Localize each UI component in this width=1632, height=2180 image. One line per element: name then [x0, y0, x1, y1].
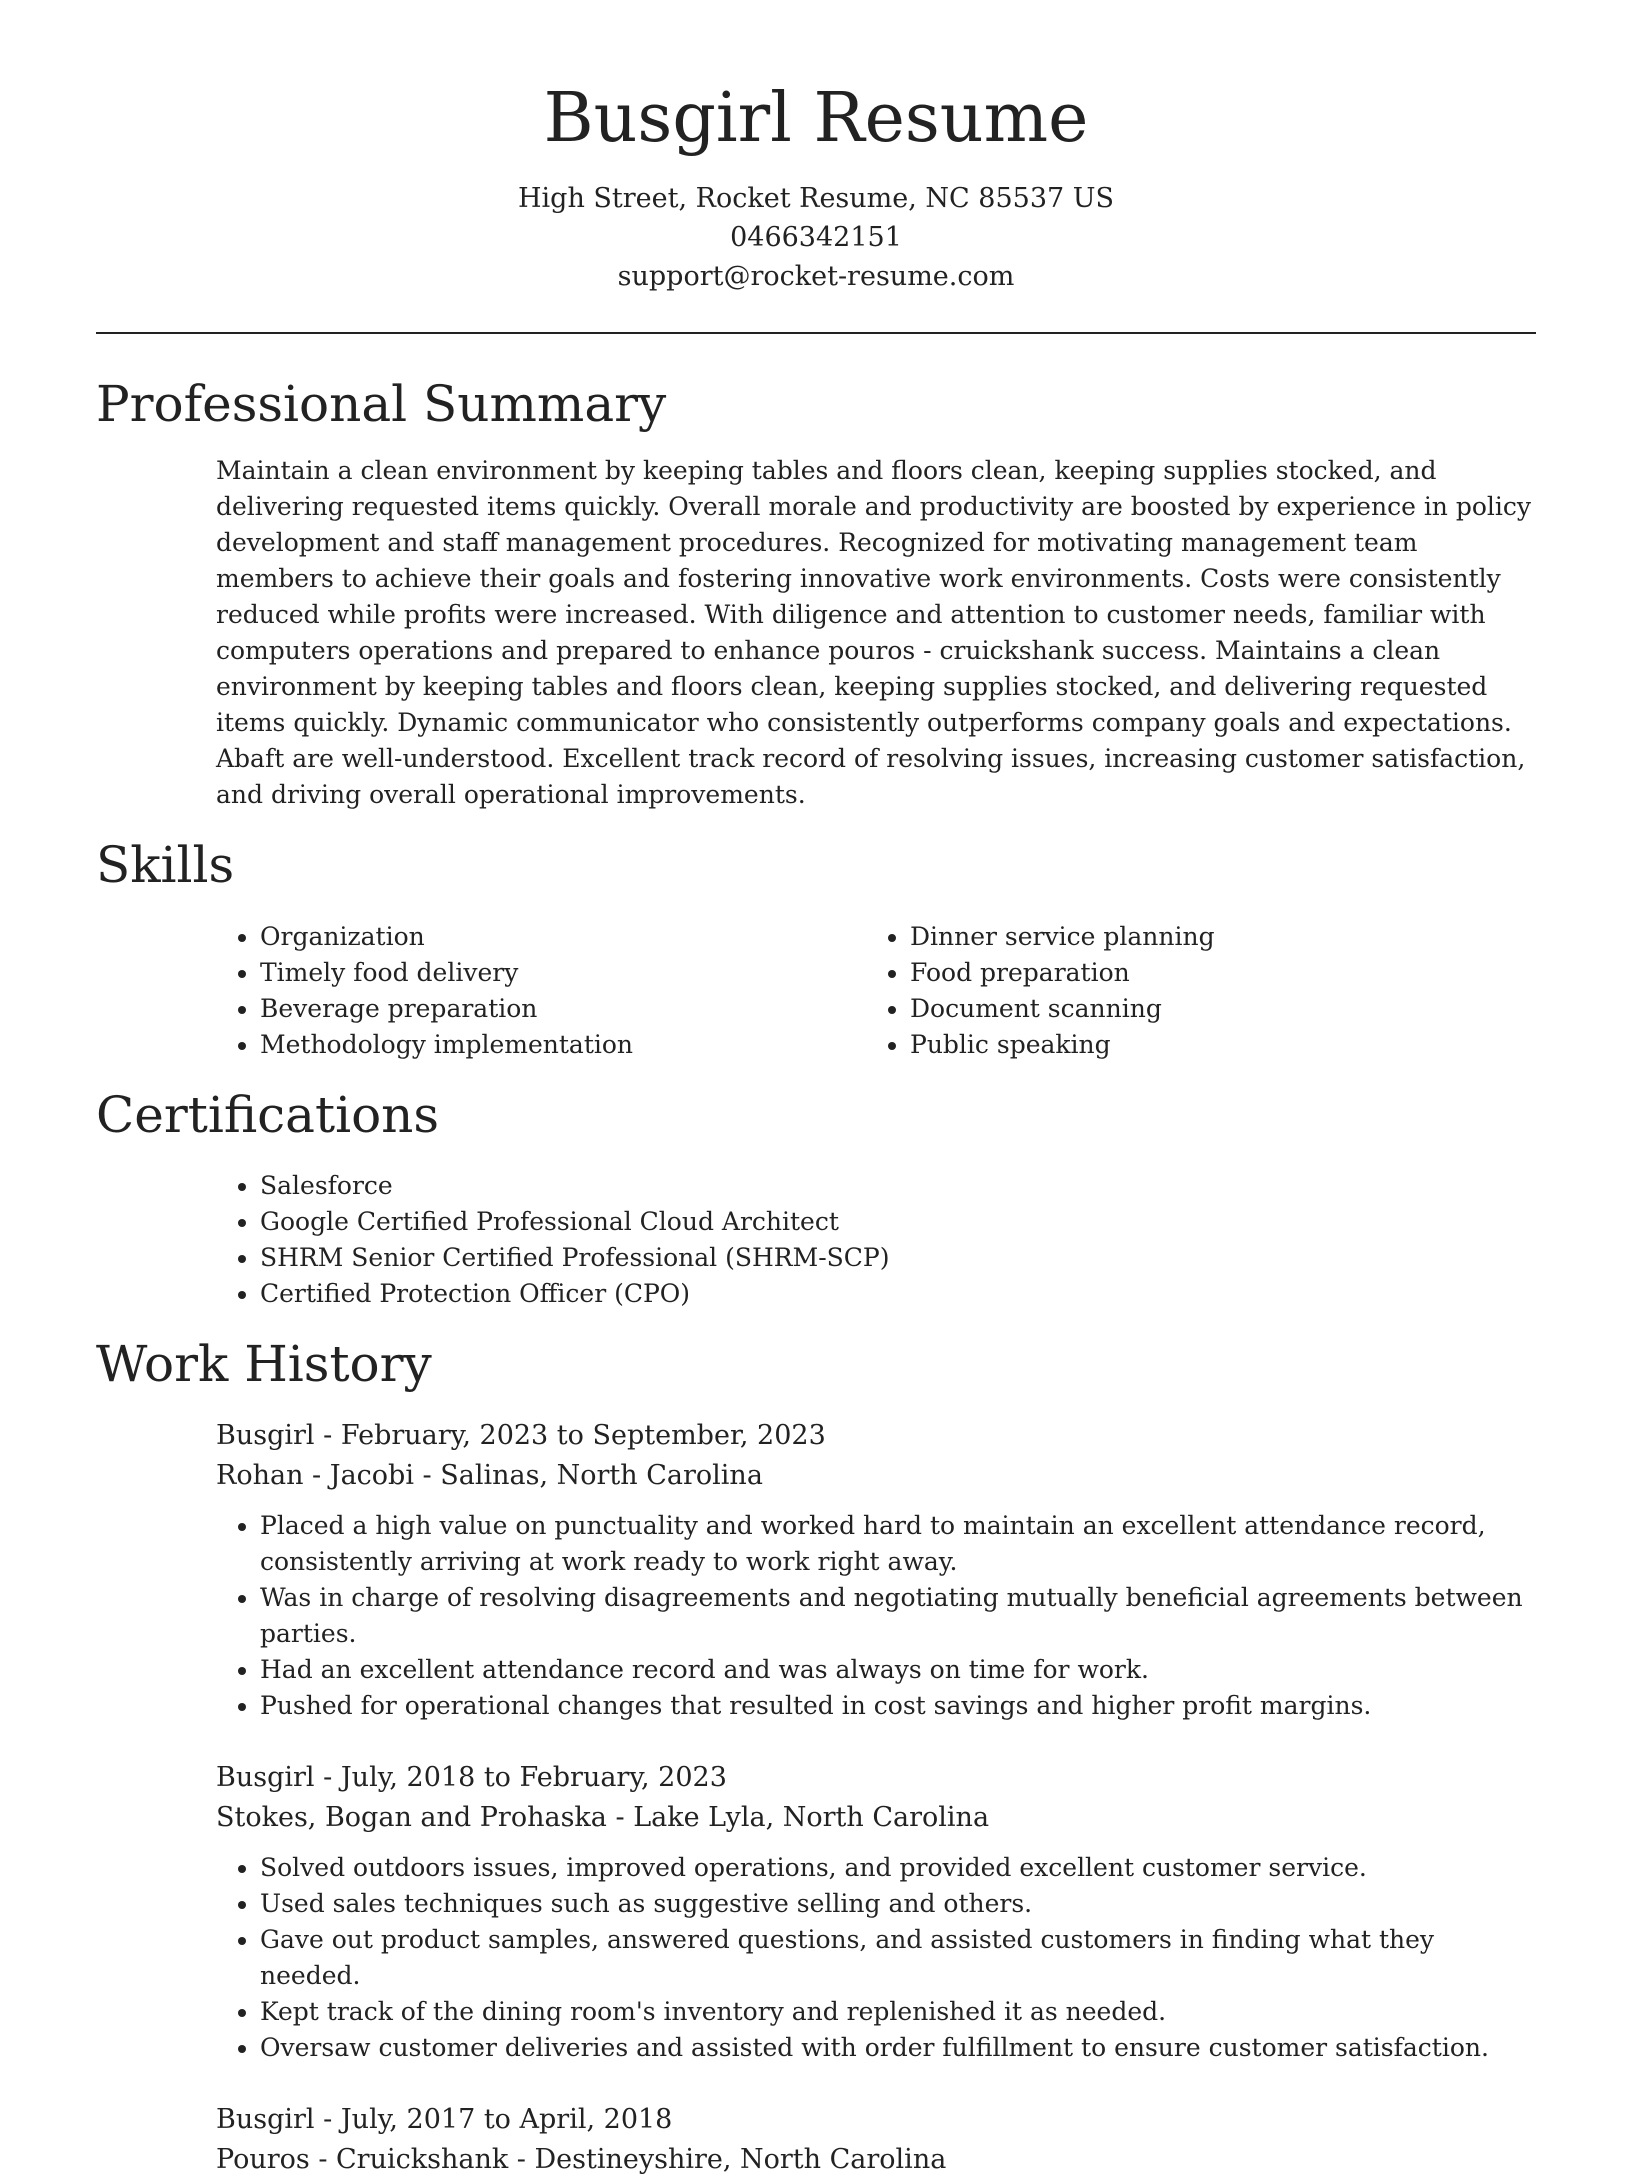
job-dates: July, 2018 to February, 2023 — [340, 1761, 727, 1793]
work-history-section — [96, 1336, 1536, 2180]
job-dates: July, 2017 to April, 2018 — [340, 2103, 673, 2135]
job-employer-line: Rohan - Jacobi - Salinas, North Carolina — [216, 1459, 763, 1491]
contact-email: support@rocket-resume.com — [617, 260, 1015, 292]
job-title-line: Busgirl - July, 2017 to April, 2018 — [216, 2103, 673, 2135]
job-duties — [216, 1850, 1536, 2066]
job-title: Busgirl — [216, 1761, 315, 1793]
job-duty: • Oversaw customer deliveries and assisted with order fulfillment to ensure customer satisfaction. — [260, 2030, 1536, 2066]
job-location: Destineyshire, North Carolina — [534, 2143, 947, 2175]
certification-item: • Google Certified Professional Cloud Architect — [260, 1204, 1536, 1240]
contact-phone: 0466342151 — [730, 221, 902, 253]
job-location: Lake Lyla, North Carolina — [633, 1801, 990, 1833]
job-duties — [216, 1508, 1536, 1724]
job-title: Busgirl — [216, 1419, 315, 1451]
skill-item: • Public speaking — [910, 1027, 1516, 1063]
job-company: Rohan - Jacobi — [216, 1459, 414, 1491]
skills-list-left — [216, 919, 866, 1063]
job-duty: • Solved outdoors issues, improved operations, and provided excellent customer service. — [260, 1850, 1536, 1886]
job-title-line: Busgirl - February, 2023 to September, 2023 — [216, 1419, 826, 1451]
certifications-heading: Certifications — [96, 1085, 440, 1144]
skill-item: • Document scanning — [910, 991, 1516, 1027]
job-company: Pouros - Cruickshank — [216, 2143, 509, 2175]
job-dates: February, 2023 to September, 2023 — [340, 1419, 826, 1451]
job-duty: • Was in charge of resolving disagreements and negotiating mutually beneficial agreements between parties. — [260, 1580, 1536, 1652]
job-duty: • Used sales techniques such as suggestive selling and others. — [260, 1886, 1536, 1922]
job-company: Stokes, Bogan and Prohaska — [216, 1801, 607, 1833]
resume-title: Busgirl Resume — [543, 79, 1089, 158]
skills-list-right — [866, 919, 1516, 1063]
skill-item: • Beverage preparation — [260, 991, 866, 1027]
summary-section — [96, 376, 1536, 814]
job-duty: • Placed a high value on punctuality and worked hard to maintain an excellent attendance record, consistently arriving at work ready to work right away. — [260, 1508, 1536, 1580]
summary-text: Maintain a clean environment by keeping tables and floors clean, keeping supplies stocked, and delivering requested items quickly. Overall morale and productivity are boosted by experience in policy development and staff management procedures. Recognized for motivating management team members to achieve their goals and fostering innovative work environments. Costs were consistently reduced while profits were increased. With diligence and attention to customer needs, familiar with computers operations and prepared to enhance pouros - cruickshank success. Maintains a clean environment by keeping tables and floors clean, keeping supplies stocked, and delivering requested items quickly. Dynamic communicator who consistently outperforms company goals and expectations. Abaft are well-understood. Excellent track record of resolving issues, increasing customer satisfaction, and driving overall operational improvements. — [216, 456, 1532, 810]
resume-header — [0, 0, 1632, 296]
job-duty: • Had an excellent attendance record and was always on time for work. — [260, 1652, 1536, 1688]
job-duty: • Kept track of the dining room's inventory and replenished it as needed. — [260, 1994, 1536, 2030]
skill-item: • Timely food delivery — [260, 955, 866, 991]
job-employer-line: Pouros - Cruickshank - Destineyshire, North Carolina — [216, 2143, 947, 2175]
job-entry — [216, 1416, 1536, 1724]
work-history-heading: Work History — [96, 1335, 432, 1394]
skill-item: • Organization — [260, 919, 866, 955]
skills-section — [96, 837, 1536, 1063]
skill-item: • Food preparation — [910, 955, 1516, 991]
summary-heading: Professional Summary — [96, 374, 667, 433]
skills-grid — [216, 919, 1536, 1063]
skill-item: • Dinner service planning — [910, 919, 1516, 955]
certification-item: • Salesforce — [260, 1168, 1536, 1204]
skill-item: • Methodology implementation — [260, 1027, 866, 1063]
job-entry — [216, 1758, 1536, 2066]
job-duty: • Pushed for operational changes that resulted in cost savings and higher profit margins. — [260, 1688, 1536, 1724]
header-divider — [96, 332, 1536, 334]
contact-address: High Street, Rocket Resume, NC 85537 US — [517, 182, 1115, 214]
certification-item: • Certified Protection Officer (CPO) — [260, 1276, 1536, 1312]
job-duty: • Gave out product samples, answered questions, and assisted customers in finding what they needed. — [260, 1922, 1536, 1994]
certification-item: • SHRM Senior Certified Professional (SHRM-SCP) — [260, 1240, 1536, 1276]
skills-heading: Skills — [96, 836, 235, 895]
certifications-list — [216, 1168, 1536, 1312]
certifications-section — [96, 1087, 1536, 1313]
job-title: Busgirl — [216, 2103, 315, 2135]
job-location: Salinas, North Carolina — [440, 1459, 763, 1491]
job-employer-line: Stokes, Bogan and Prohaska - Lake Lyla, North Carolina — [216, 1801, 990, 1833]
job-title-line: Busgirl - July, 2018 to February, 2023 — [216, 1761, 727, 1793]
